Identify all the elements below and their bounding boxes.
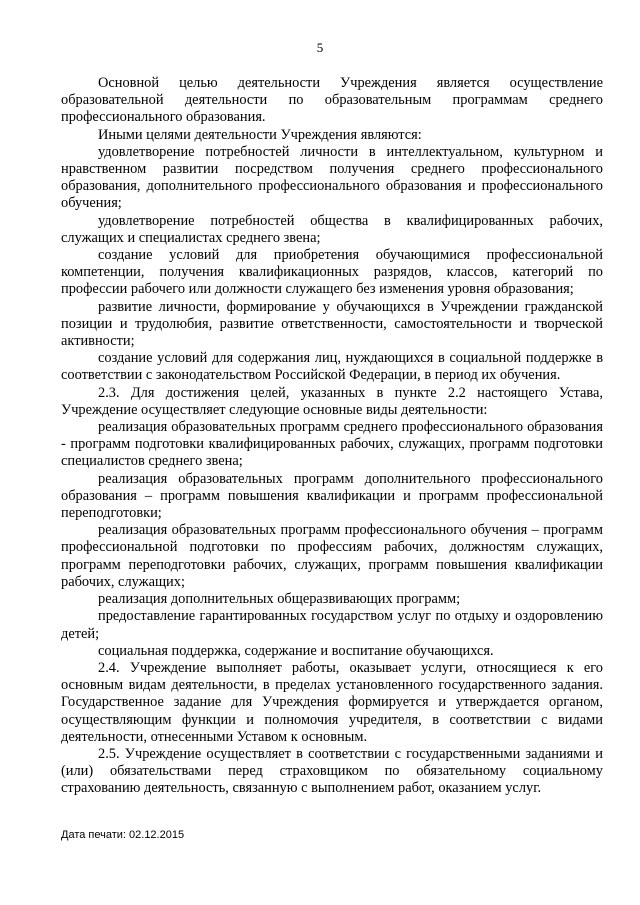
paragraph: реализация образовательных программ среднего профессионального образования - программ подготовки квалифицированных рабочих, служащих, программ подготовки специалистов среднего звена; <box>61 419 603 470</box>
paragraph: создание условий для содержания лиц, нуждающихся в социальной поддержке в соответствии с законодательством Российской Федерации, в период их обучения. <box>61 350 603 384</box>
paragraph: Иными целями деятельности Учреждения являются: <box>98 126 422 143</box>
paragraph: 2.5. Учреждение осуществляет в соответствии с государственными заданиями и (или) обязательствами перед страховщиком по обязательному социальному страхованию деятельность, связанную с выполнением работ, оказанием услуг. <box>61 745 603 797</box>
paragraph: удовлетворение потребностей общества в квалифицированных рабочих, служащих и специалистах среднего звена; <box>61 212 603 246</box>
document-body <box>61 75 603 798</box>
paragraph: развитие личности, формирование у обучающихся в Учреждении гражданской позиции и трудолюбия, развитие ответственности, самостоятельности и творческой активности; <box>61 298 603 350</box>
paragraph: реализация образовательных программ профессионального обучения – программ профессиональной подготовки по профессиям рабочих, должностям служащих, программ переподготовки рабочих, служащих, программ повышения квалификации рабочих, служащих; <box>61 522 603 590</box>
paragraph: Основной целью деятельности Учреждения является осуществление образовательной деятельности по образовательным программам среднего профессионального образования. <box>61 75 603 126</box>
paragraph: удовлетворение потребностей личности в интеллектуальном, культурном и нравственном развитии посредством получения среднего профессионального образования, дополнительного профессионального образования и профессионального обучения; <box>61 143 603 212</box>
paragraph: реализация дополнительных общеразвивающих программ; <box>98 591 461 608</box>
paragraph: создание условий для приобретения обучающимися профессиональной компетенции, получения квалификационных разрядов, классов, категорий по профессии рабочего или должности служащего без изменения уровня образования; <box>61 247 603 298</box>
paragraph: 2.3. Для достижения целей, указанных в пункте 2.2 настоящего Устава, Учреждение осуществляет следующие основные виды деятельности: <box>61 384 603 418</box>
paragraph: 2.4. Учреждение выполняет работы, оказывает услуги, относящиеся к его основным видам деятельности, в пределах установленного государственного задания. Государственное задание для Учреждения формируется и утверждается органом, осуществляющим функции и полномочия учредителя, в соответствии с видами деятельности, отнесенными Уставом к основным. <box>61 659 603 745</box>
print-date: Дата печати: 02.12.2015 <box>61 829 185 841</box>
paragraph: предоставление гарантированных государством услуг по отдыху и оздоровлению детей; <box>61 608 603 642</box>
paragraph: социальная поддержка, содержание и воспитание обучающихся. <box>98 642 494 659</box>
paragraph: реализация образовательных программ дополнительного профессионального образования – программ повышения квалификации и программ профессиональной переподготовки; <box>61 470 603 522</box>
page-number: 5 <box>316 40 324 55</box>
